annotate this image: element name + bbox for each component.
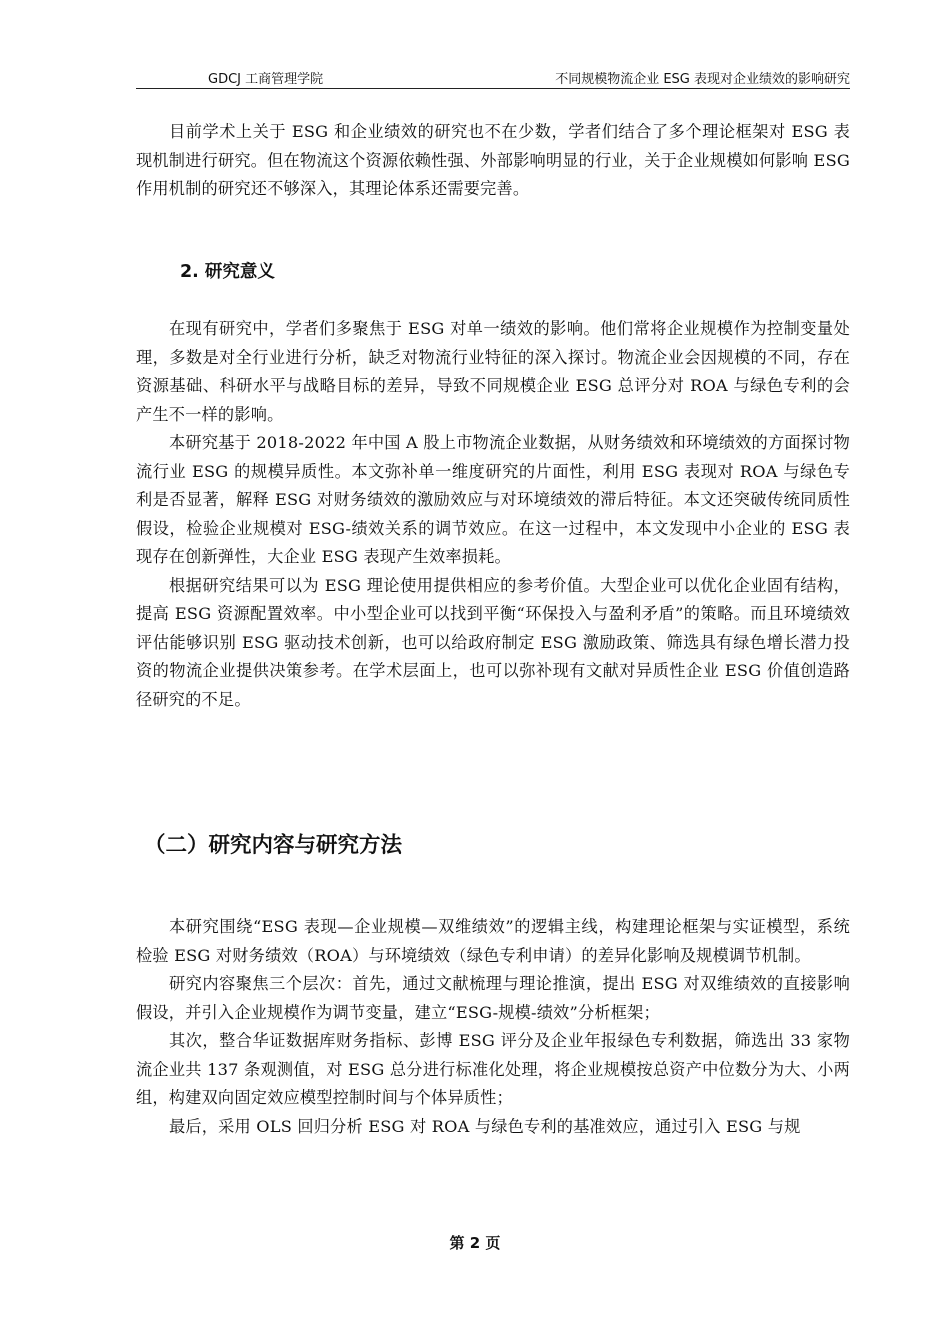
methods-block [136, 913, 850, 1141]
running-header [136, 66, 850, 89]
methods-paragraph-4: 最后，采用 OLS 回归分析 ESG 对 ROA 与绿色专利的基准效应，通过引入 ESG 与规 [169, 1116, 801, 1136]
methods-paragraph-1: 本研究围绕“ESG 表现—企业规模—双维绩效”的逻辑主线，构建理论框架与实证模型，系统检验 ESG 对财务绩效（ROA）与环境绩效（绿色专利申请）的差异化影响及规模调节机制。 [136, 917, 850, 965]
significance-paragraph-1: 在现有研究中，学者们多聚焦于 ESG 对单一绩效的影响。他们常将企业规模作为控制变量处理，多数是对全行业进行分析，缺乏对物流行业特征的深入探讨。物流企业会因规模的不同，存在资源基础、科研水平与战略目标的差异，导致不同规模企业 ESG 总评分对 ROA 与绿色专利的会产生不一样的影响。 [136, 319, 850, 424]
intro-block [136, 118, 850, 204]
subsection-heading-significance: 2. 研究意义 [180, 262, 275, 282]
methods-paragraph-3: 其次，整合华证数据库财务指标、彭博 ESG 评分及企业年报绿色专利数据，筛选出 33 家物流企业共 137 条观测值，对 ESG 总分进行标准化处理，将企业规模按总资产中位数分为大、小两组，构建双向固定效应模型控制时间与个体异质性； [136, 1031, 850, 1107]
header-institution: GDCJ 工商管理学院 [208, 72, 324, 87]
page-number: 第 2 页 [449, 1234, 501, 1252]
header-paper-title: 不同规模物流企业 ESG 表现对企业绩效的影响研究 [555, 72, 850, 87]
significance-paragraph-3: 根据研究结果可以为 ESG 理论使用提供相应的参考价值。大型企业可以优化企业固有结构，提高 ESG 资源配置效率。中小型企业可以找到平衡“环保投入与盈利矛盾”的策略。而且环境绩效评估能够识别 ESG 驱动技术创新，也可以给政府制定 ESG 激励政策、筛选具有绿色增长潜力投资的物流企业提供决策参考。在学术层面上，也可以弥补现有文献对异质性企业 ESG 价值创造路径研究的不足。 [136, 575, 850, 709]
significance-block [136, 315, 850, 714]
significance-paragraph-2: 本研究基于 2018-2022 年中国 A 股上市物流企业数据，从财务绩效和环境绩效的方面探讨物流行业 ESG 的规模异质性。本文弥补单一维度研究的片面性，利用 ESG 表现对 ROA 与绿色专利是否显著，解释 ESG 对财务绩效的激励效应与对环境绩效的滞后特征。本文还突破传统同质性假设，检验企业规模对 ESG-绩效关系的调节效应。在这一过程中，本文发现中小企业的 ESG 表现存在创新弹性，大企业 ESG 表现产生效率损耗。 [136, 433, 850, 566]
section-heading-content-methods: （二）研究内容与研究方法 [144, 833, 403, 858]
methods-paragraph-2: 研究内容聚焦三个层次：首先，通过文献梳理与理论推演，提出 ESG 对双维绩效的直接影响假设，并引入企业规模作为调节变量，建立“ESG-规模-绩效”分析框架； [136, 974, 850, 1022]
intro-paragraph: 目前学术上关于 ESG 和企业绩效的研究也不在少数，学者们结合了多个理论框架对 ESG 表现机制进行研究。但在物流这个资源依赖性强、外部影响明显的行业，关于企业规模如何影响 ESG 作用机制的研究还不够深入，其理论体系还需要完善。 [136, 122, 850, 198]
